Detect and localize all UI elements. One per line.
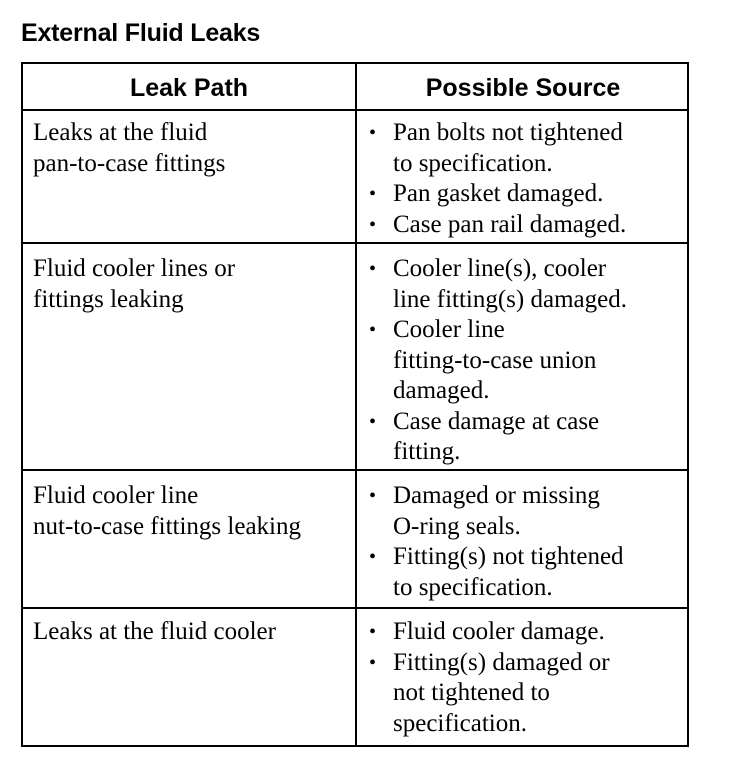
source-item: • Case damage at case fitting. (369, 407, 627, 468)
row-divider (23, 242, 687, 244)
leak-path-line: Fluid cooler line (33, 482, 199, 509)
table-row-3-leak-path (33, 481, 301, 542)
source-line: Case damage at case (393, 407, 600, 435)
source-item: • Fitting(s) not tightened to specification. (369, 542, 624, 603)
source-line: Pan bolts not tightened (393, 119, 623, 146)
source-line: Damaged or missing (393, 482, 600, 509)
source-line: fitting-to-case union (393, 346, 597, 374)
table-row-4-leak-path (33, 617, 276, 648)
header-leak-path: Leak Path (129, 74, 249, 102)
leak-path-line: pan-to-case fittings (33, 149, 226, 177)
column-divider (355, 64, 357, 745)
leak-path-line: Leaks at the fluid (33, 119, 208, 146)
source-line: not tightened to (393, 679, 550, 706)
source-item: • Pan gasket damaged. (369, 179, 626, 210)
leak-path-line: Fluid cooler lines or (33, 255, 236, 282)
source-item: • Fluid cooler damage. (369, 617, 610, 648)
source-item: • Pan bolts not tightened to specification. (369, 118, 626, 179)
table-row-1-leak-path (33, 118, 225, 179)
source-line: to specification. (393, 149, 553, 177)
page-title: External Fluid Leaks (21, 19, 261, 47)
source-item: • Cooler line fitting-to-case union damaged. (369, 315, 627, 407)
row-divider (23, 469, 687, 471)
source-item: • Case pan rail damaged. (369, 210, 626, 241)
row-divider (23, 607, 687, 609)
leak-path-line: nut-to-case fittings leaking (33, 512, 301, 540)
table-row-1-sources (369, 118, 626, 240)
source-line: Cooler line (393, 316, 505, 343)
leak-path-line: Leaks at the fluid cooler (33, 618, 276, 645)
source-line: Fitting(s) damaged or (393, 648, 610, 676)
table-row-4-sources (369, 617, 610, 739)
source-item: • Cooler line(s), cooler line fitting(s) damaged. (369, 254, 627, 315)
table-row-2-leak-path (33, 254, 235, 315)
source-line: fitting. (393, 438, 461, 465)
table-row-3-sources (369, 481, 624, 603)
source-line: Fluid cooler damage. (393, 618, 605, 645)
source-line: to specification. (393, 573, 553, 601)
source-line: damaged. (393, 377, 490, 404)
leak-path-line: fittings leaking (33, 285, 184, 313)
source-line: O-ring seals. (393, 512, 521, 540)
source-line: line fitting(s) damaged. (393, 285, 627, 313)
source-item: • Damaged or missing O-ring seals. (369, 481, 624, 542)
source-line: Cooler line(s), cooler (393, 255, 607, 282)
header-possible-source: Possible Source (425, 74, 621, 102)
source-line: Pan gasket damaged. (393, 180, 604, 207)
source-item: • Fitting(s) damaged or not tightened to specification. (369, 648, 610, 740)
leak-table (21, 62, 689, 747)
table-row-2-sources (369, 254, 627, 468)
header-divider (23, 109, 687, 111)
source-line: specification. (393, 709, 527, 737)
source-line: Fitting(s) not tightened (393, 543, 624, 570)
source-line: Case pan rail damaged. (393, 210, 627, 238)
